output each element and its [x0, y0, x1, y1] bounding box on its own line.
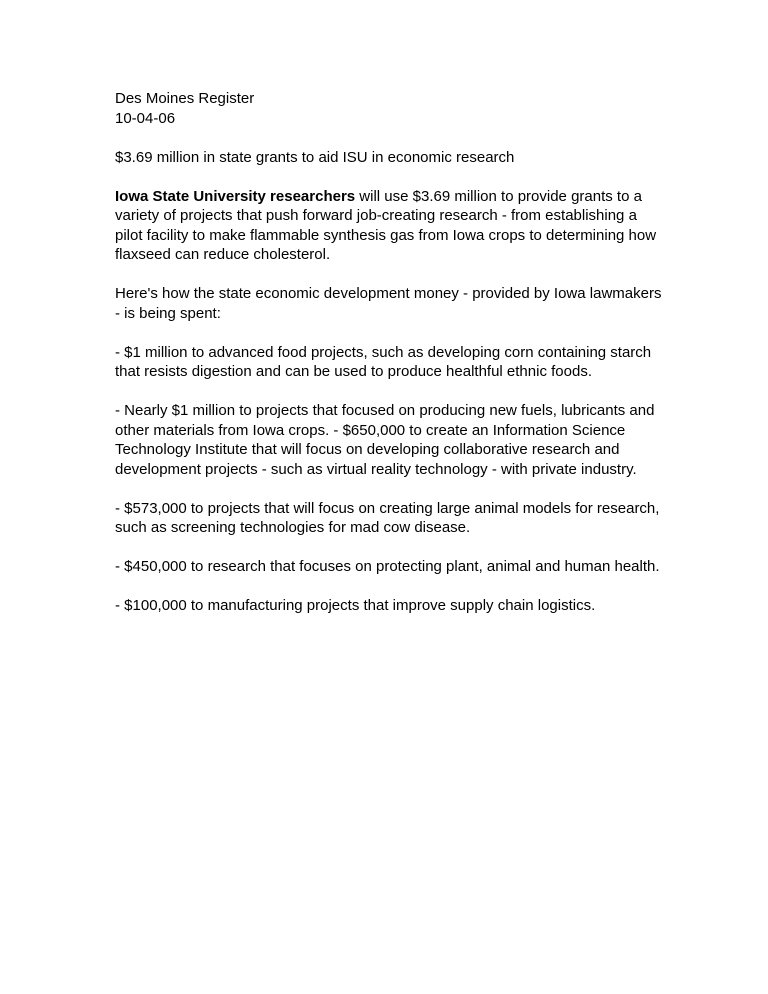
- intro-paragraph: Here's how the state economic development money - provided by Iowa lawmakers - is being spent:: [115, 285, 662, 322]
- headline: $3.69 million in state grants to aid ISU in economic research: [115, 148, 515, 166]
- list-item: - Nearly $1 million to projects that focused on producing new fuels, lubricants and other materials from Iowa crops. - $650,000 to create an Information Science Technology Institute that will focus on developing collaborative research and development projects - such as virtual reality technology - with private industry.: [115, 402, 655, 478]
- list-item: - $1 million to advanced food projects, such as developing corn containing starch that resists digestion and can be used to produce healthful ethnic foods.: [115, 343, 652, 380]
- publication-date: 10-04-06: [115, 109, 176, 127]
- list-item: - $100,000 to manufacturing projects that improve supply chain logistics.: [115, 597, 596, 614]
- publication-name: Des Moines Register: [115, 90, 255, 107]
- lead-text: will use $3.69 million to provide grants to a variety of projects that push forward job-creating research - from establishing a pilot facility to make flammable synthesis gas from Iowa crops to determining how flaxseed can reduce cholesterol.: [115, 187, 657, 263]
- article: [115, 89, 663, 616]
- list-item: - $573,000 to projects that will focus on creating large animal models for research, such as screening technologies for mad cow disease.: [115, 499, 660, 536]
- list-item: - $450,000 to research that focuses on protecting plant, animal and human health.: [115, 558, 660, 575]
- lead-bold-phrase: Iowa State University researchers: [115, 187, 356, 205]
- lead-paragraph: [115, 187, 663, 265]
